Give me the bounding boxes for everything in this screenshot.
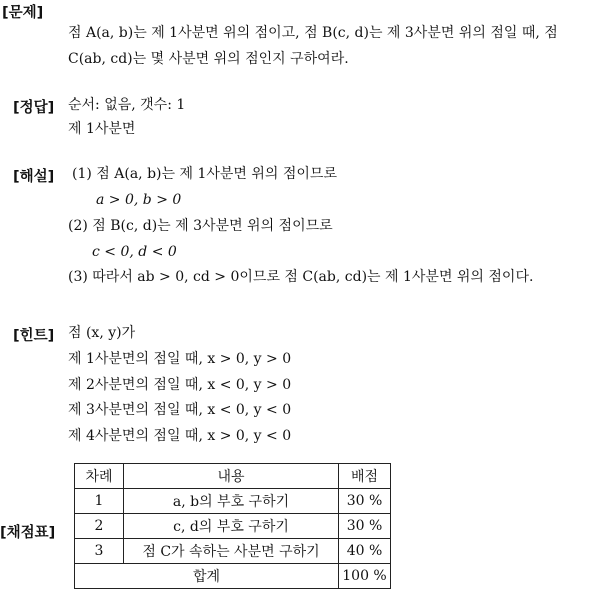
table-header-cell: 차례: [75, 464, 124, 489]
table-row: [75, 539, 391, 564]
section-label-problem: [문제]: [2, 5, 44, 21]
solution-step-1-math: a > 0, b > 0: [96, 192, 182, 208]
hint-line-1: 제 1사분면의 점일 때, x > 0, y > 0: [68, 351, 292, 367]
solution-step-2-math: c < 0, d < 0: [92, 244, 177, 260]
solution-step-3: (3) 따라서 ab > 0, cd > 0이므로 점 C(ab, cd)는 제 1사분면 위의 점이다.: [68, 269, 534, 285]
solution-step-2: (2) 점 B(c, d)는 제 3사분면 위의 점이므로: [68, 218, 333, 234]
table-total-value: 100 %: [339, 564, 391, 589]
table-cell: 2: [75, 514, 124, 539]
section-label-hint: [힌트]: [13, 328, 55, 344]
table-cell: 1: [75, 489, 124, 514]
hint-line-0: 점 (x, y)가: [68, 325, 136, 341]
table-header-cell: 내용: [124, 464, 339, 489]
table-total-label: 합계: [75, 564, 339, 589]
rubric-table: [74, 463, 391, 589]
table-cell: 40 %: [339, 539, 391, 564]
table-cell: 점 C가 속하는 사분면 구하기: [124, 539, 339, 564]
table-header-cell: 배점: [339, 464, 391, 489]
table-cell: a, b의 부호 구하기: [124, 489, 339, 514]
table-cell: 30 %: [339, 489, 391, 514]
hint-line-2: 제 2사분면의 점일 때, x < 0, y > 0: [68, 377, 292, 393]
table-total-row: [75, 564, 391, 589]
solution-step-1: (1) 점 A(a, b)는 제 1사분면 위의 점이므로: [72, 166, 337, 182]
section-label-answer: [정답]: [13, 100, 55, 116]
answer-line-2: 제 1사분면: [68, 121, 136, 137]
hint-line-3: 제 3사분면의 점일 때, x < 0, y < 0: [68, 402, 292, 418]
table-cell: 3: [75, 539, 124, 564]
section-label-rubric: [채점표]: [0, 525, 56, 541]
table-row: [75, 489, 391, 514]
problem-line-1: 점 A(a, b)는 제 1사분면 위의 점이고, 점 B(c, d)는 제 3사분면 위의 점일 때, 점: [68, 25, 558, 41]
table-header-row: [75, 464, 391, 489]
table-cell: c, d의 부호 구하기: [124, 514, 339, 539]
table-row: [75, 514, 391, 539]
hint-line-4: 제 4사분면의 점일 때, x > 0, y < 0: [68, 428, 292, 444]
problem-line-2: C(ab, cd)는 몇 사분면 위의 점인지 구하여라.: [68, 51, 349, 67]
answer-line-1: 순서: 없음, 갯수: 1: [68, 97, 186, 113]
table-cell: 30 %: [339, 514, 391, 539]
section-label-solution: [해설]: [13, 169, 55, 185]
